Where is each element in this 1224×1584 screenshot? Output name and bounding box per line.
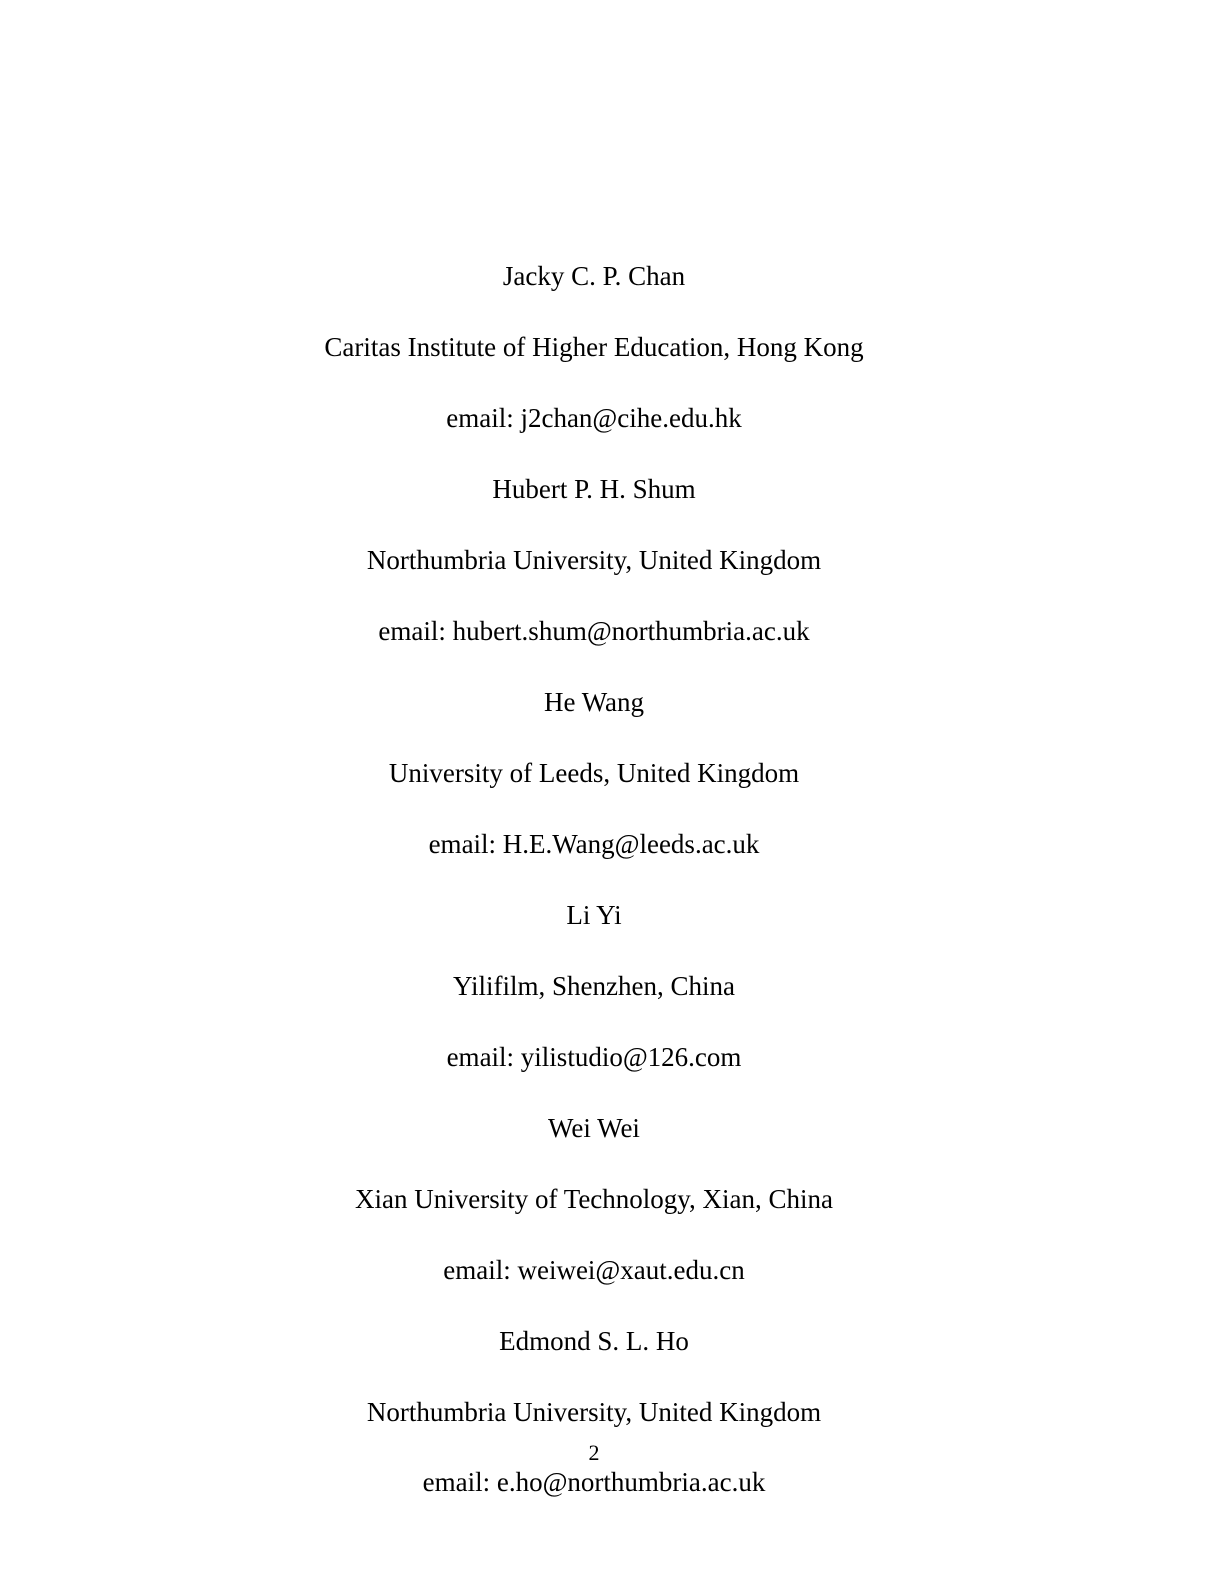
author-email: email: weiwei@xaut.edu.cn bbox=[443, 1255, 745, 1285]
author-affiliation: Yilifilm, Shenzhen, China bbox=[453, 971, 735, 1001]
author-name: Li Yi bbox=[566, 900, 622, 930]
author-name: Hubert P. H. Shum bbox=[492, 474, 696, 504]
author-email: email: hubert.shum@northumbria.ac.uk bbox=[378, 616, 810, 646]
author-affiliation: Northumbria University, United Kingdom bbox=[366, 1397, 822, 1427]
author-affiliation: Caritas Institute of Higher Education, Hong Kong bbox=[324, 332, 864, 362]
author-affiliation: University of Leeds, United Kingdom bbox=[388, 758, 800, 788]
author-name: Wei Wei bbox=[548, 1113, 640, 1143]
author-email: email: H.E.Wang@leeds.ac.uk bbox=[428, 829, 760, 859]
author-affiliation: Xian University of Technology, Xian, China bbox=[354, 1184, 834, 1214]
author-email: email: j2chan@cihe.edu.hk bbox=[446, 403, 742, 433]
author-name: Edmond S. L. Ho bbox=[499, 1326, 689, 1356]
author-email: email: yilistudio@126.com bbox=[446, 1042, 742, 1072]
author-name: He Wang bbox=[543, 687, 645, 717]
author-name: Jacky C. P. Chan bbox=[502, 261, 686, 291]
page-number: 2 bbox=[588, 1440, 600, 1465]
author-email: email: e.ho@northumbria.ac.uk bbox=[422, 1467, 766, 1497]
author-affiliation: Northumbria University, United Kingdom bbox=[366, 545, 822, 575]
